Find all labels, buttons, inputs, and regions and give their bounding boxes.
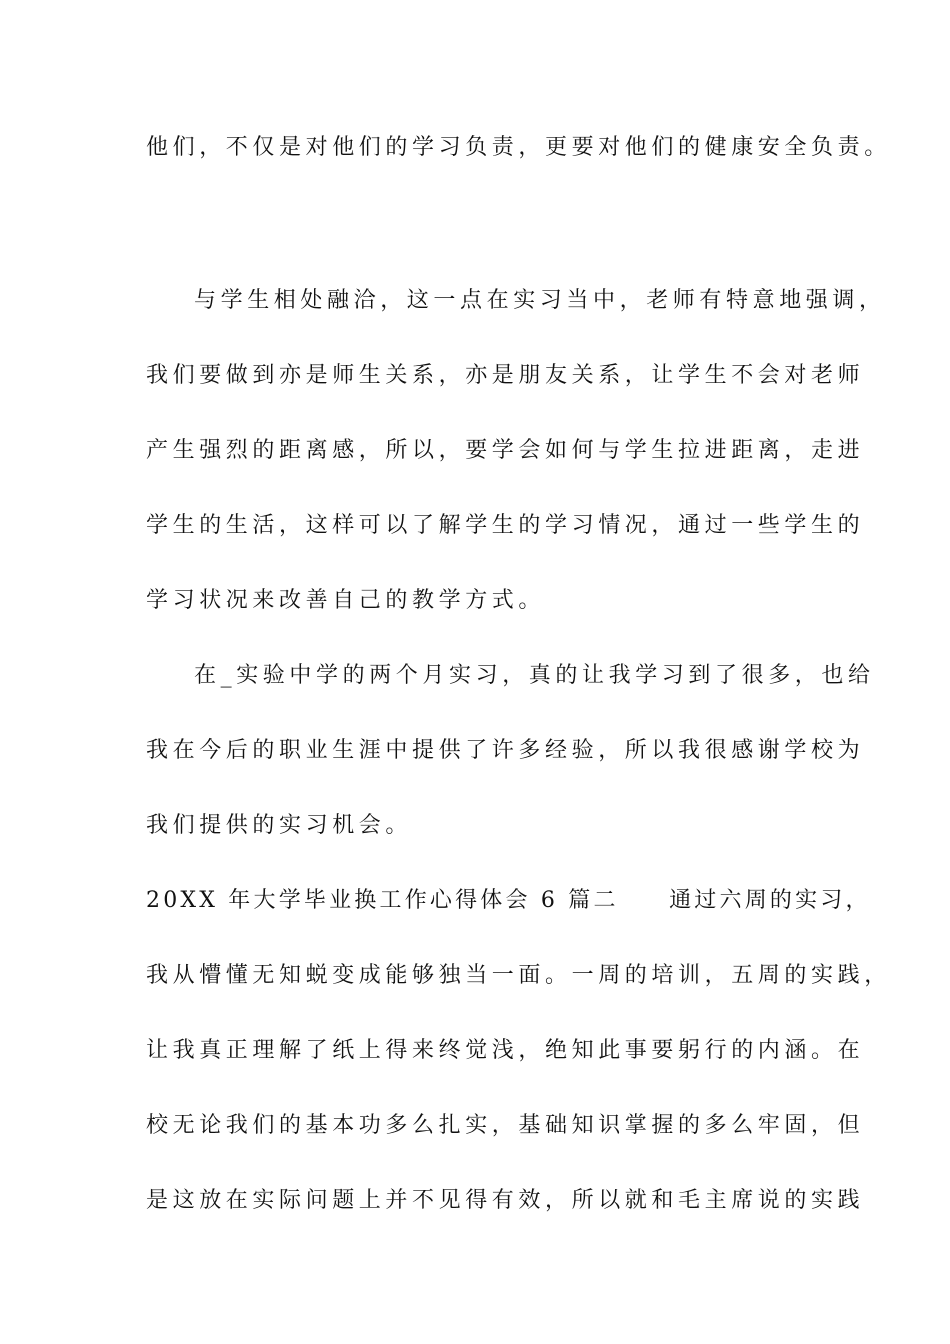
text-line: 校无论我们的基本功多么扎实，基础知识掌握的多么牢固，但 bbox=[146, 1113, 865, 1138]
text-line: 学生的生活，这样可以了解学生的学习情况，通过一些学生的 bbox=[146, 513, 865, 538]
text-line: 他们，不仅是对他们的学习负责，更要对他们的健康安全负责。 bbox=[146, 135, 891, 160]
section-heading-line: 20XX 年大学毕业换工作心得体会 6 篇二 通过六周的实习， bbox=[146, 888, 871, 913]
text-line: 产生强烈的距离感，所以，要学会如何与学生拉进距离，走进 bbox=[146, 438, 865, 463]
text-line: 学习状况来改善自己的教学方式。 bbox=[146, 588, 546, 613]
text-line: 让我真正理解了纸上得来终觉浅，绝知此事要躬行的内涵。在 bbox=[146, 1038, 865, 1063]
text-line: 我们提供的实习机会。 bbox=[146, 813, 413, 838]
text-line: 我在今后的职业生涯中提供了许多经验，所以我很感谢学校为 bbox=[146, 738, 865, 763]
text-line: 我从懵懂无知蜕变成能够独当一面。一周的培训，五周的实践， bbox=[146, 963, 891, 988]
paragraph-start-line: 与学生相处融洽，这一点在实习当中，老师有特意地强调， bbox=[194, 288, 886, 313]
paragraph-start-line: 在_实验中学的两个月实习，真的让我学习到了很多，也给 bbox=[194, 663, 875, 688]
text-line: 我们要做到亦是师生关系，亦是朋友关系，让学生不会对老师 bbox=[146, 363, 865, 388]
text-line: 是这放在实际问题上并不见得有效，所以就和毛主席说的实践 bbox=[146, 1188, 865, 1213]
